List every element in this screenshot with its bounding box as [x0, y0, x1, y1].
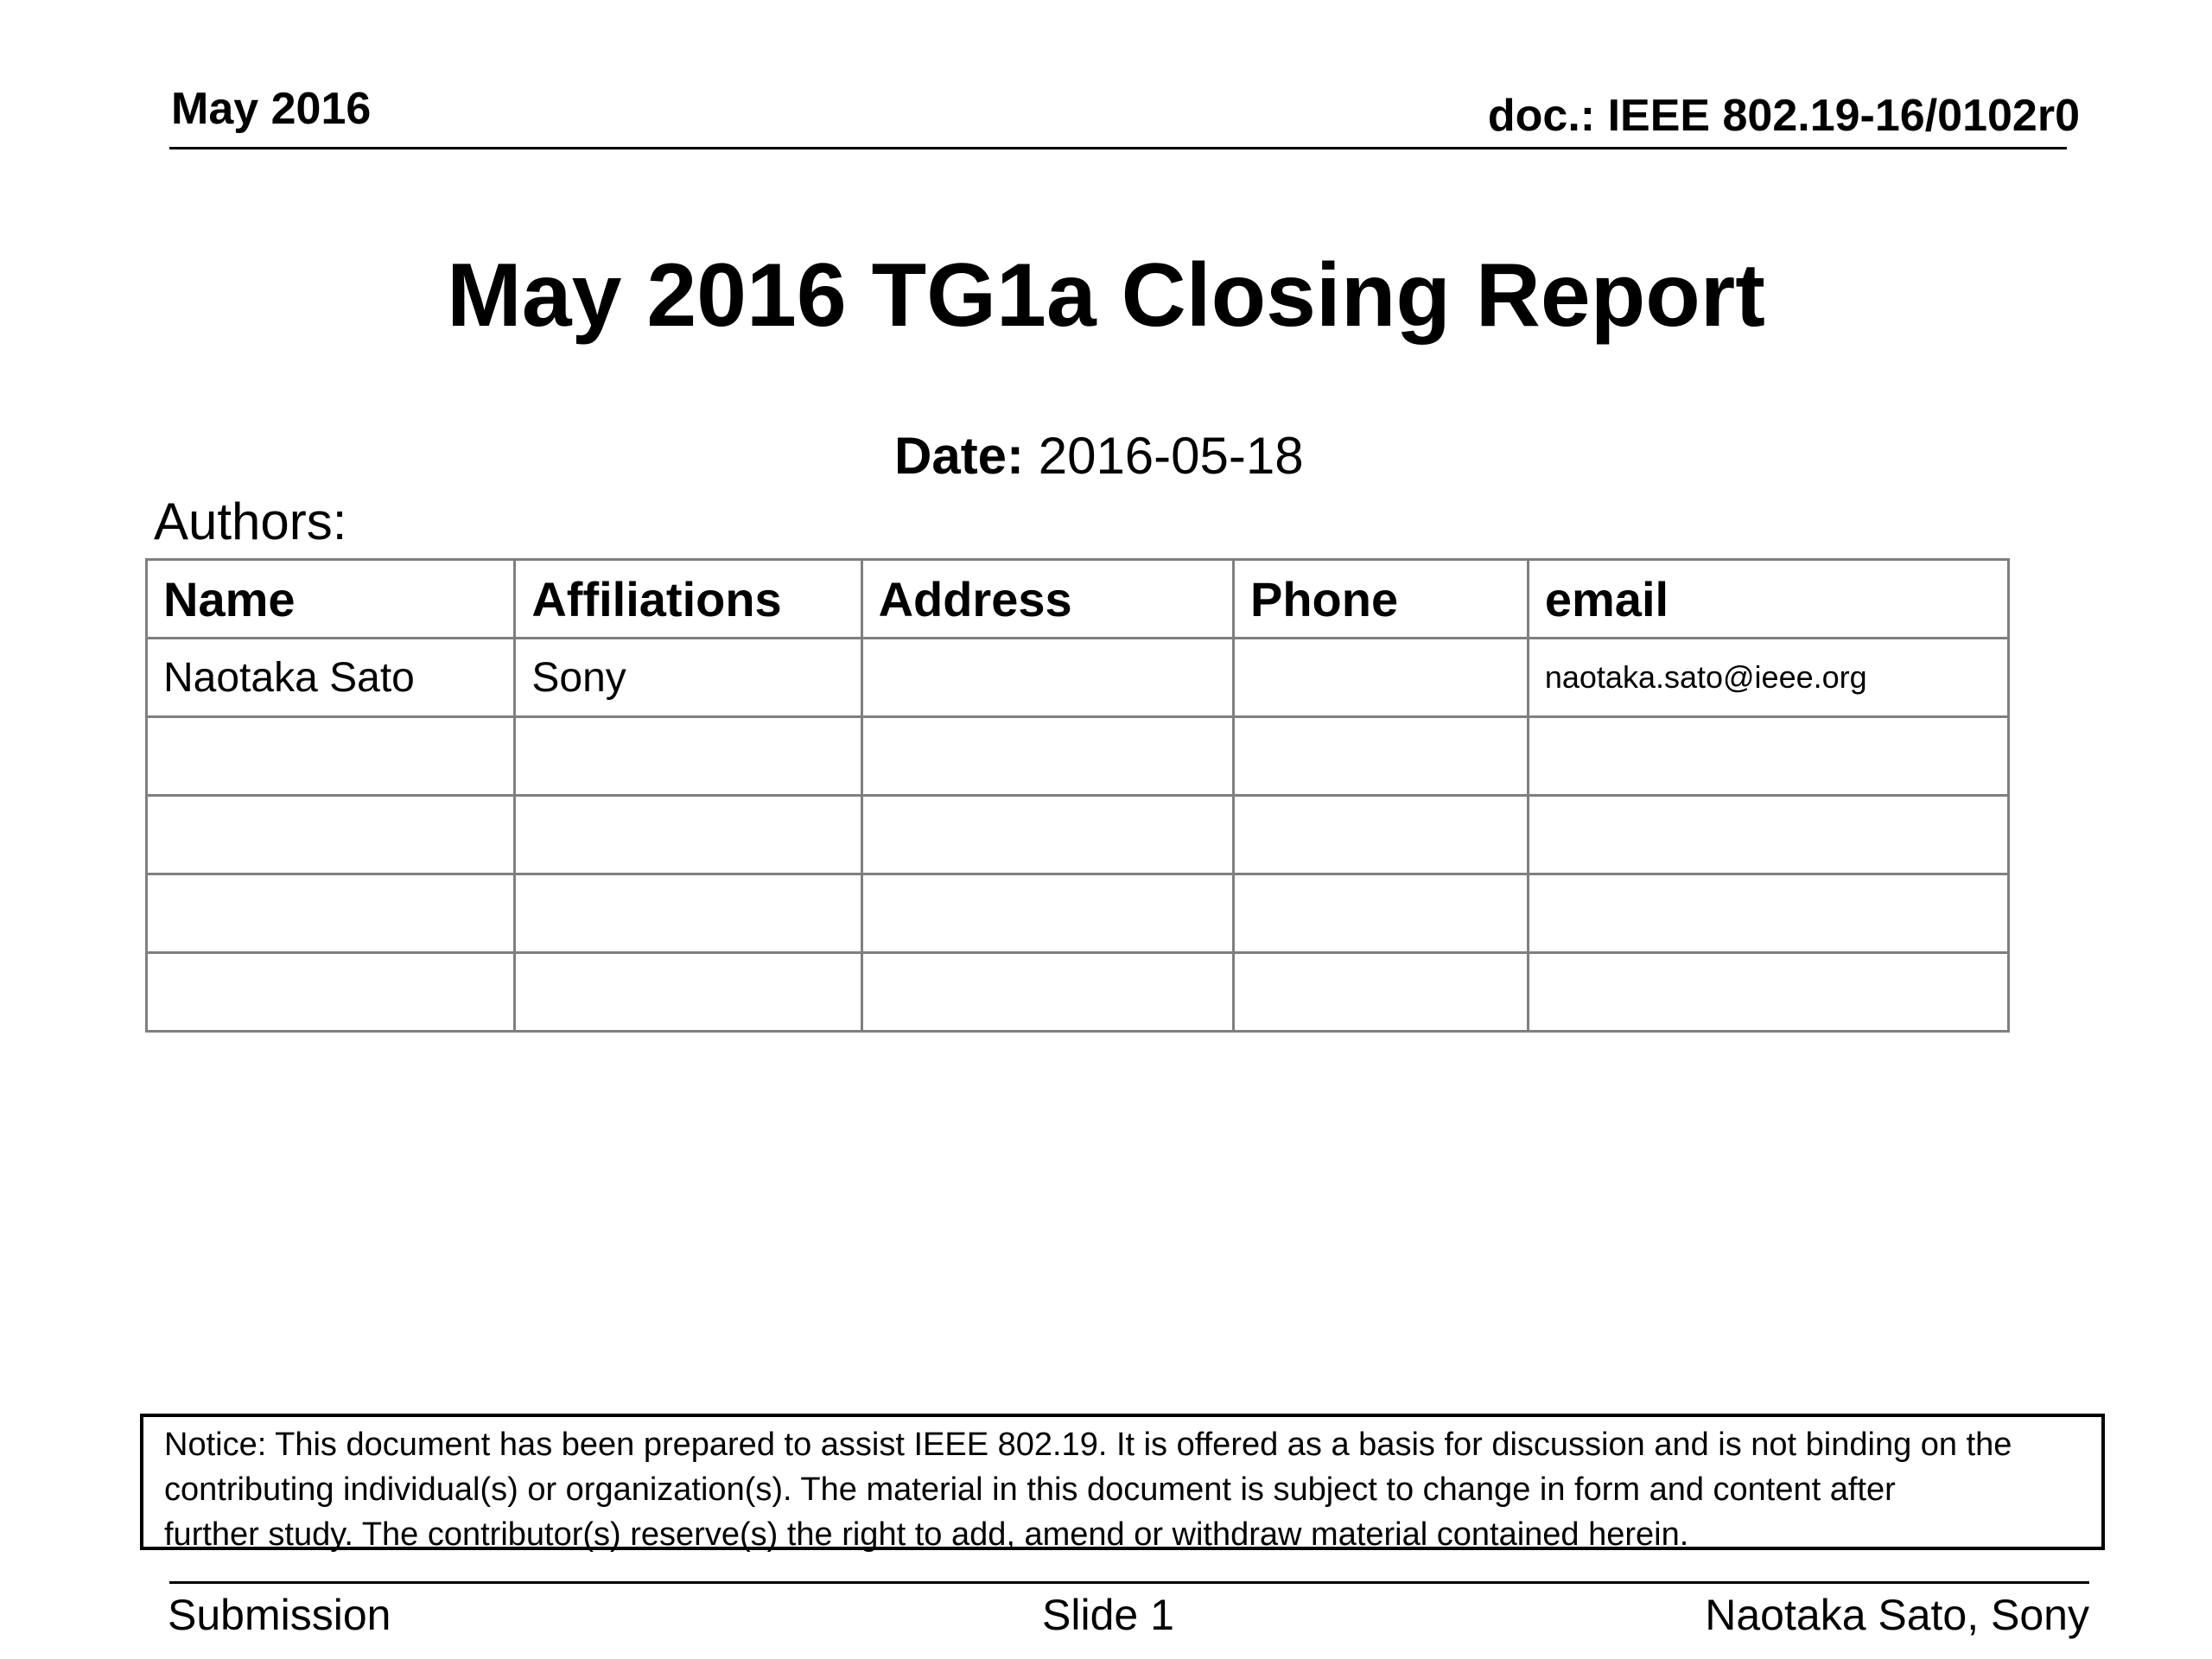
table-row	[147, 953, 2009, 1032]
footer-author: Naotaka Sato, Sony	[1705, 1591, 2089, 1639]
header-doc-id: doc.: IEEE 802.19-16/0102r0	[1487, 91, 2080, 141]
notice-line: further study. The contributor(s) reserve(s) the right to add, amend or withdraw material contained herein.	[164, 1516, 1689, 1553]
author-affiliation-cell: Sony	[515, 639, 861, 717]
author-email-cell	[1528, 953, 2008, 1032]
header-date: May 2016	[171, 84, 372, 134]
table-row	[147, 874, 2009, 953]
notice-line: Notice: This document has been prepared to assist IEEE 802.19. It is offered as a basis for discussion and is not binding on the	[164, 1427, 2012, 1463]
column-header-affiliations: Affiliations	[515, 560, 861, 639]
author-affiliation-cell	[515, 717, 861, 796]
author-affiliation-cell	[515, 953, 861, 1032]
author-phone-cell	[1233, 796, 1528, 874]
slide-title: May 2016 TG1a Closing Report	[447, 245, 1765, 346]
author-name-cell: Naotaka Sato	[147, 639, 515, 717]
date-label: Date:	[894, 427, 1025, 485]
notice-line: contributing individual(s) or organization(s). The material in this document is subject to change in form and content after	[164, 1471, 1896, 1508]
column-header-name: Name	[147, 560, 515, 639]
footer-slide-number: Slide 1	[1042, 1591, 1174, 1639]
author-address-cell	[861, 953, 1233, 1032]
author-address-cell	[861, 874, 1233, 953]
author-name-cell	[147, 953, 515, 1032]
author-phone-cell	[1233, 953, 1528, 1032]
author-phone-cell	[1233, 874, 1528, 953]
table-row	[147, 717, 2009, 796]
author-email-cell	[1528, 717, 2008, 796]
author-affiliation-cell	[515, 796, 861, 874]
author-address-cell	[861, 796, 1233, 874]
column-header-address: Address	[861, 560, 1233, 639]
author-address-cell	[861, 717, 1233, 796]
header-divider	[169, 147, 2067, 149]
author-email-cell	[1528, 796, 2008, 874]
author-address-cell	[861, 639, 1233, 717]
author-affiliation-cell	[515, 874, 861, 953]
footer-submission: Submission	[168, 1591, 391, 1639]
authors-label: Authors:	[154, 493, 347, 550]
author-phone-cell	[1233, 639, 1528, 717]
footer-divider	[169, 1581, 2089, 1584]
column-header-email: email	[1528, 560, 2008, 639]
author-email-cell: naotaka.sato@ieee.org	[1528, 639, 2008, 717]
author-name-cell	[147, 717, 515, 796]
date-line	[894, 427, 1304, 485]
author-phone-cell	[1233, 717, 1528, 796]
author-name-cell	[147, 796, 515, 874]
notice-box	[140, 1414, 2105, 1553]
authors-table-header-row	[147, 560, 2009, 639]
authors-table	[145, 558, 2010, 1033]
table-row	[147, 639, 2009, 717]
author-email-cell	[1528, 874, 2008, 953]
date-value: 2016-05-18	[1038, 427, 1304, 485]
author-name-cell	[147, 874, 515, 953]
table-row	[147, 796, 2009, 874]
column-header-phone: Phone	[1233, 560, 1528, 639]
